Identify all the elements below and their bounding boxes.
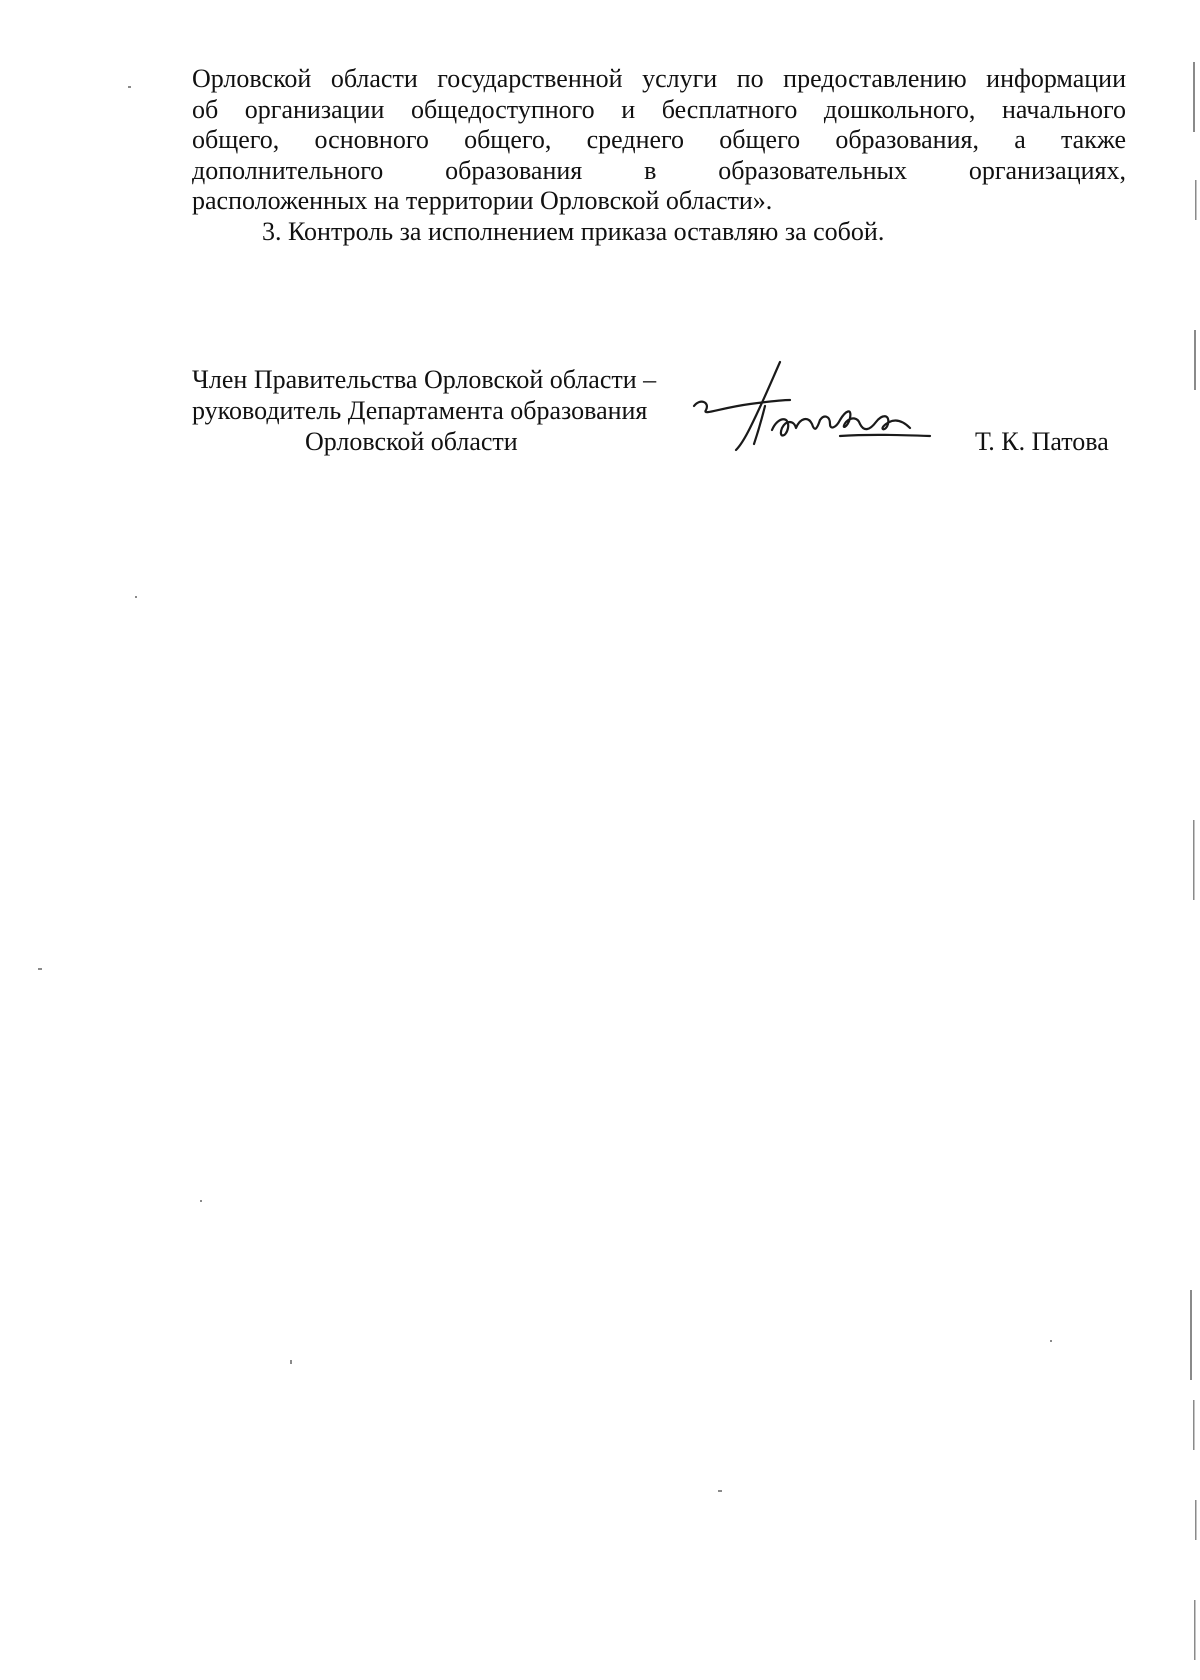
body-line-1: Орловской области государственной услуги по предоставлению информации [192, 64, 1126, 93]
body-line-3: общего, основного общего, среднего общего образования, а также [192, 125, 1126, 154]
body-line-4: дополнительного образования в образовательных организациях, [192, 155, 1126, 185]
body-line-5: расположенных на территории Орловской области». [192, 186, 773, 215]
item-3-control-clause: 3. Контроль за исполнением приказа оставляю за собой. [262, 216, 885, 246]
body-line-2: об организации общедоступного и бесплатного дошкольного, начального [192, 94, 1126, 124]
signer-position-line-3: Орловской области [305, 427, 518, 456]
signer-position-line-2: руководитель Департамента образования [192, 396, 648, 425]
signer-position-line-1: Член Правительства Орловской области – [192, 365, 657, 394]
signer-name: Т. К. Патова [975, 427, 1109, 456]
